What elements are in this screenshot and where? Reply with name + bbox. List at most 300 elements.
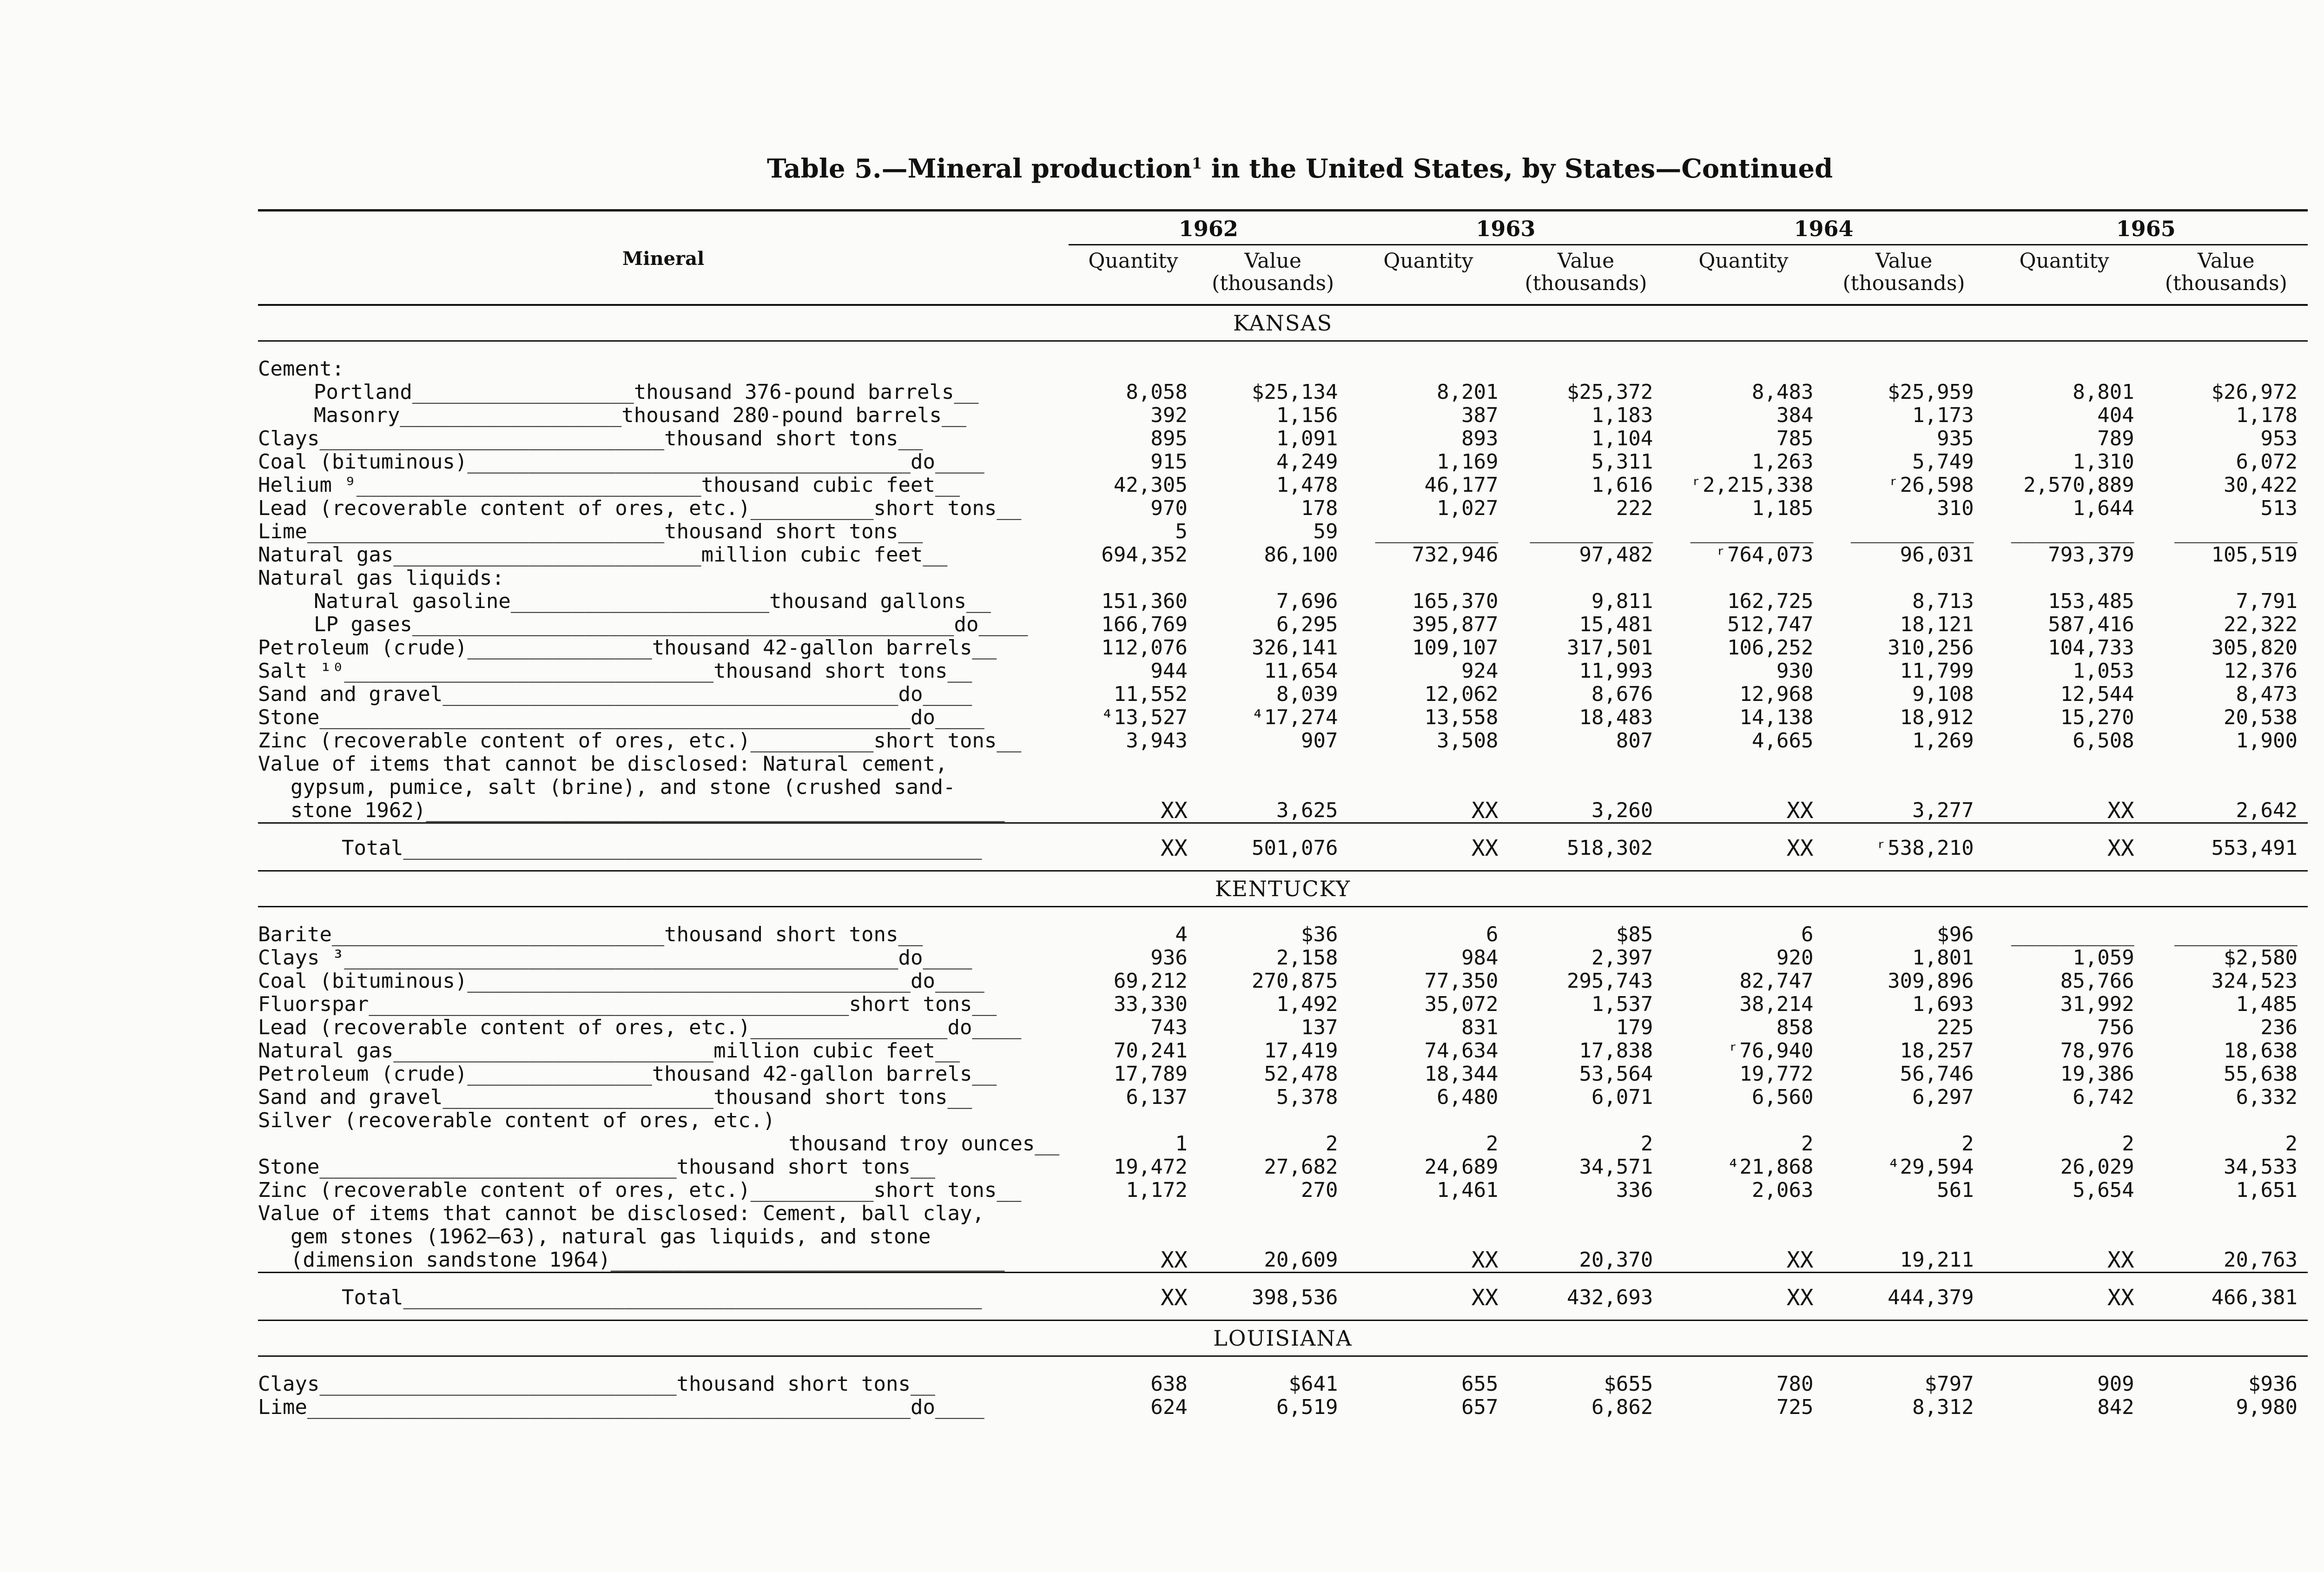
quantity-cell: 5 (1175, 520, 1188, 543)
quantity-cell (1348, 1225, 1508, 1248)
mineral-label: Barite___________________________thousand short tons__ (258, 923, 923, 946)
value-cell: $96 (1937, 923, 1974, 946)
value-cell (1198, 1202, 1348, 1225)
value-cell: 2 (2285, 1132, 2298, 1156)
quantity-cell: XX (1984, 1273, 2145, 1317)
value-header-1962 (1198, 245, 1348, 304)
value-cell: 34,571 (1579, 1155, 1653, 1179)
quantity-cell: XX (1161, 1247, 1188, 1273)
quantity-cell (1984, 357, 2145, 381)
value-cell: 30,422 (2224, 473, 2298, 497)
value-cell: 2,158 (1276, 946, 1338, 970)
quantity-cell: 655 (1461, 1372, 1499, 1396)
quantity-cell (1984, 1225, 2145, 1248)
table-row (258, 1225, 2308, 1248)
value-cell (1198, 753, 1348, 776)
value-cell: 6,295 (1276, 613, 1338, 636)
year-header-1964: 1964 (1663, 211, 1984, 245)
mineral-label: Clays_____________________________thousand short tons__ (258, 1372, 935, 1396)
quantity-cell: 2,570,889 (2023, 473, 2134, 497)
value-cell: 317,501 (1566, 636, 1653, 660)
value-cell (1824, 567, 1984, 590)
value-cell: 12,376 (2224, 659, 2298, 683)
value-cell: $36 (1301, 923, 1338, 946)
mineral-label: Helium ⁹____________________________thousand cubic feet__ (258, 473, 960, 497)
mineral-label: Zinc (recoverable content of ores, etc.)__________short tons__ (258, 1178, 1022, 1202)
table-row (258, 427, 2308, 450)
value-cell: 225 (1937, 1016, 1974, 1039)
quantity-cell: 166,769 (1101, 613, 1188, 636)
quantity-cell: 33,330 (1113, 992, 1188, 1016)
quantity-cell (1663, 567, 1823, 590)
value-cell: 3,260 (1591, 799, 1653, 822)
table-row (258, 706, 2308, 729)
mineral-label: gypsum, pumice, salt (brine), and stone (crushed sand- (290, 775, 956, 799)
mineral-label: Sand and gravel______________________thousand short tons__ (258, 1085, 972, 1109)
quantity-cell (1348, 776, 1508, 799)
table-row (258, 683, 2308, 706)
quantity-cell: 1,461 (1437, 1178, 1499, 1202)
value-cell: 22,322 (2224, 613, 2298, 636)
year-header-1962: 1962 (1069, 211, 1348, 245)
value-cell: 1,537 (1591, 992, 1653, 1016)
quantity-cell: XX (1663, 823, 1823, 868)
value-cell: 309,896 (1888, 969, 1974, 993)
quantity-cell: 12,062 (1424, 682, 1499, 706)
quantity-cell (1663, 1109, 1823, 1132)
value-cell: $655 (1604, 1372, 1653, 1396)
value-cell: 1,269 (1912, 729, 1974, 753)
value-cell: 466,381 (2145, 1273, 2308, 1317)
table-row (258, 613, 2308, 636)
quantity-cell: 109,107 (1412, 636, 1499, 660)
value-cell: __________ (2174, 923, 2298, 946)
table-row (258, 753, 2308, 776)
value-cell (1198, 357, 1348, 381)
value-header-line2: (thousands) (1842, 271, 1965, 295)
mineral-label: Natural gas_________________________million cubic feet__ (258, 543, 948, 567)
quantity-cell (1069, 357, 1198, 381)
value-cell (2145, 1202, 2308, 1225)
mineral-label: Salt ¹⁰______________________________thousand short tons__ (258, 659, 972, 683)
quantity-cell: 19,472 (1113, 1155, 1188, 1179)
value-cell: 8,473 (2236, 682, 2298, 706)
value-cell: 1,183 (1591, 403, 1653, 427)
quantity-cell: 893 (1461, 427, 1499, 450)
total-label: Total_______________________________________________ (258, 823, 1069, 868)
section-gap-cell (258, 341, 2308, 358)
quantity-cell: 780 (1776, 1372, 1814, 1396)
value-cell (2145, 776, 2308, 799)
mineral-label: Natural gasoline_____________________thousand gallons__ (314, 589, 991, 613)
value-cell: 1,801 (1912, 946, 1974, 970)
quantity-header-1963: Quantity (1383, 249, 1473, 273)
value-cell: 270,875 (1252, 969, 1338, 993)
quantity-cell: 392 (1150, 403, 1188, 427)
quantity-cell: 694,352 (1101, 543, 1188, 567)
quantity-cell: 4 (1175, 923, 1188, 946)
quantity-cell: ʳ76,940 (1727, 1039, 1814, 1063)
quantity-cell: 69,212 (1113, 969, 1188, 993)
quantity-cell: 24,689 (1424, 1155, 1499, 1179)
quantity-cell: 404 (2097, 403, 2134, 427)
table-row (258, 1396, 2308, 1419)
quantity-cell: 35,072 (1424, 992, 1499, 1016)
quantity-cell: 2,063 (1752, 1178, 1814, 1202)
quantity-cell: 1,644 (2073, 496, 2134, 520)
value-header-line1: Value (1875, 249, 1933, 273)
value-cell: __________ (1530, 520, 1653, 543)
value-cell: 7,791 (2236, 589, 2298, 613)
value-cell: 935 (1937, 427, 1974, 450)
value-cell: 1,478 (1276, 473, 1338, 497)
quantity-cell: 8,058 (1126, 380, 1188, 404)
value-cell: 20,609 (1264, 1248, 1338, 1272)
quantity-cell: 12,968 (1739, 682, 1814, 706)
quantity-header-1962: Quantity (1088, 249, 1178, 273)
value-cell: 52,478 (1264, 1062, 1338, 1086)
quantity-cell (1069, 567, 1198, 590)
quantity-cell: 732,946 (1412, 543, 1499, 567)
value-cell: __________ (1850, 520, 1974, 543)
value-cell: 19,211 (1900, 1248, 1974, 1272)
quantity-cell: 5,654 (2073, 1178, 2134, 1202)
mineral-label: Value of items that cannot be disclosed: Cement, ball clay, (258, 1202, 984, 1225)
quantity-cell (1984, 753, 2145, 776)
table-row (258, 404, 2308, 427)
quantity-cell: 624 (1150, 1395, 1188, 1419)
quantity-cell: 2 (1486, 1132, 1499, 1156)
section-rule (258, 1317, 2308, 1321)
value-cell: 1,492 (1276, 992, 1338, 1016)
quantity-cell (1069, 1109, 1198, 1132)
value-cell: 222 (1616, 496, 1653, 520)
quantity-cell: 17,789 (1113, 1062, 1188, 1086)
table-title (767, 153, 1833, 184)
value-cell: $85 (1616, 923, 1653, 946)
quantity-cell: 831 (1461, 1016, 1499, 1039)
quantity-cell (1984, 567, 2145, 590)
value-cell: $641 (1288, 1372, 1338, 1396)
value-cell: 6,332 (2236, 1085, 2298, 1109)
quantity-cell: 6,560 (1752, 1085, 1814, 1109)
mineral-label: Lead (recoverable content of ores, etc.)________________do____ (258, 1016, 1022, 1039)
value-cell: 5,378 (1276, 1085, 1338, 1109)
mineral-production-table (258, 209, 2308, 1419)
quantity-cell: ⁴13,527 (1101, 706, 1188, 729)
value-cell: 3,277 (1912, 799, 1974, 822)
value-cell: 27,682 (1264, 1155, 1338, 1179)
quantity-cell: 38,214 (1739, 992, 1814, 1016)
mineral-label: stone 1962)_______________________________________________ (290, 799, 1005, 822)
table-row (258, 1156, 2308, 1179)
value-cell: 6,071 (1591, 1085, 1653, 1109)
table-row (258, 520, 2308, 543)
quantity-cell: 395,877 (1412, 613, 1499, 636)
value-header-1965 (2145, 245, 2308, 304)
quantity-cell: 725 (1776, 1395, 1814, 1419)
value-cell: 5,311 (1591, 450, 1653, 474)
total-row (258, 823, 2308, 868)
quantity-cell (1069, 776, 1198, 799)
table-title-text: Table 5.—Mineral production (767, 153, 1192, 184)
table-row (258, 1039, 2308, 1063)
quantity-cell: 1,172 (1126, 1178, 1188, 1202)
value-cell (1198, 1225, 1348, 1248)
section-gap (258, 907, 2308, 924)
quantity-cell: 106,252 (1727, 636, 1814, 660)
value-cell: __________ (2174, 520, 2298, 543)
mineral-label: Stone________________________________________________do____ (258, 706, 984, 729)
value-cell: 432,693 (1509, 1273, 1664, 1317)
value-cell: 4,249 (1276, 450, 1338, 474)
value-cell: 11,799 (1900, 659, 1974, 683)
mineral-label: (dimension sandstone 1964)________________________________ (290, 1248, 1005, 1272)
value-cell: 8,676 (1591, 682, 1653, 706)
quantity-cell: 970 (1150, 496, 1188, 520)
value-cell: ⁴17,274 (1252, 706, 1338, 729)
quantity-cell: 8,801 (2073, 380, 2134, 404)
quantity-cell: ⁴21,868 (1727, 1155, 1814, 1179)
value-cell: $25,372 (1566, 380, 1653, 404)
value-cell: 310 (1937, 496, 1974, 520)
quantity-cell: 153,485 (2048, 589, 2134, 613)
quantity-cell: 789 (2097, 427, 2134, 450)
value-header-line2: (thousands) (1212, 271, 1334, 295)
quantity-cell: ʳ2,215,338 (1690, 473, 1814, 497)
value-cell: 2 (1961, 1132, 1974, 1156)
value-cell: 1,104 (1591, 427, 1653, 450)
quantity-cell: 14,138 (1739, 706, 1814, 729)
value-cell: 907 (1301, 729, 1338, 753)
quantity-cell: 104,733 (2048, 636, 2134, 660)
value-header-line1: Value (1244, 249, 1301, 273)
quantity-cell (1348, 567, 1508, 590)
value-cell: 1,173 (1912, 403, 1974, 427)
quantity-cell: 512,747 (1727, 613, 1814, 636)
value-cell (1198, 567, 1348, 590)
quantity-cell: 31,992 (2060, 992, 2134, 1016)
value-cell: 2,397 (1591, 946, 1653, 970)
value-cell: 1,156 (1276, 403, 1338, 427)
quantity-cell: 6,480 (1437, 1085, 1499, 1109)
quantity-cell: 6,508 (2073, 729, 2134, 753)
quantity-cell: 12,544 (2060, 682, 2134, 706)
quantity-cell: 74,634 (1424, 1039, 1499, 1063)
section-rule (258, 867, 2308, 871)
quantity-cell: 915 (1150, 450, 1188, 474)
value-cell: 305,820 (2211, 636, 2298, 660)
state-heading: KENTUCKY (258, 871, 2308, 907)
total-label: Total_______________________________________________ (258, 1273, 1069, 1317)
value-cell: 6,519 (1276, 1395, 1338, 1419)
quantity-cell: 936 (1150, 946, 1188, 970)
quantity-cell: 70,241 (1113, 1039, 1188, 1063)
table-row (258, 1016, 2308, 1039)
quantity-cell: 895 (1150, 427, 1188, 450)
value-cell: 53,564 (1579, 1062, 1653, 1086)
quantity-cell: 756 (2097, 1016, 2134, 1039)
quantity-cell: 944 (1150, 659, 1188, 683)
value-cell: 561 (1937, 1178, 1974, 1202)
value-cell: 8,713 (1912, 589, 1974, 613)
quantity-cell (1663, 776, 1823, 799)
quantity-cell: 1,310 (2073, 450, 2134, 474)
value-cell: 7,696 (1276, 589, 1338, 613)
value-cell: 17,419 (1264, 1039, 1338, 1063)
quantity-cell: 6,137 (1126, 1085, 1188, 1109)
value-cell: $797 (1924, 1372, 1974, 1396)
value-cell (2145, 1225, 2308, 1248)
table-row (258, 590, 2308, 613)
value-cell (1509, 1225, 1664, 1248)
table-row (258, 1063, 2308, 1086)
value-cell: 6,862 (1591, 1395, 1653, 1419)
quantity-cell: 1,053 (2073, 659, 2134, 683)
mineral-label: Clays ³_____________________________________________do____ (258, 946, 972, 970)
quantity-cell (1069, 1225, 1198, 1248)
mineral-label: Petroleum (crude)_______________thousand 42-gallon barrels__ (258, 636, 997, 660)
value-cell: 270 (1301, 1178, 1338, 1202)
value-cell (1509, 1202, 1664, 1225)
title-footnote: 1 (1191, 154, 1202, 172)
value-cell (1509, 357, 1664, 381)
value-cell: 2 (1325, 1132, 1338, 1156)
value-cell: 398,536 (1198, 1273, 1348, 1317)
quantity-cell: 657 (1461, 1395, 1499, 1419)
value-cell: 18,257 (1900, 1039, 1974, 1063)
value-cell: 1,485 (2236, 992, 2298, 1016)
mineral-label: Petroleum (crude)_______________thousand 42-gallon barrels__ (258, 1062, 997, 1086)
total-row (258, 1273, 2308, 1317)
table-row (258, 357, 2308, 381)
value-cell (1198, 1109, 1348, 1132)
state-heading-row (258, 871, 2308, 907)
value-cell: 336 (1616, 1178, 1653, 1202)
value-cell: 96,031 (1900, 543, 1974, 567)
mineral-label: thousand troy ounces__ (788, 1132, 1060, 1156)
quantity-cell: 1,059 (2073, 946, 2134, 970)
value-header-1963 (1509, 245, 1664, 304)
quantity-cell: 15,270 (2060, 706, 2134, 729)
quantity-cell: 165,370 (1412, 589, 1499, 613)
state-heading: LOUISIANA (258, 1321, 2308, 1356)
quantity-cell (1663, 1225, 1823, 1248)
state-heading: KANSAS (258, 305, 2308, 341)
value-cell: 3,625 (1276, 799, 1338, 822)
quantity-cell: 930 (1776, 659, 1814, 683)
quantity-cell: 4,665 (1752, 729, 1814, 753)
value-cell: 18,912 (1900, 706, 1974, 729)
value-cell: 179 (1616, 1016, 1653, 1039)
quantity-cell: 842 (2097, 1395, 2134, 1419)
value-cell: 6,072 (2236, 450, 2298, 474)
mineral-column-header: Mineral (258, 211, 1069, 304)
value-cell: 8,039 (1276, 682, 1338, 706)
quantity-cell: XX (1663, 1273, 1823, 1317)
value-cell: 236 (2260, 1016, 2298, 1039)
quantity-cell: 19,386 (2060, 1062, 2134, 1086)
quantity-cell: 77,350 (1424, 969, 1499, 993)
mineral-label: Coal (bituminous)____________________________________do____ (258, 969, 984, 993)
value-cell: 18,121 (1900, 613, 1974, 636)
quantity-cell (1069, 753, 1198, 776)
mineral-label: Clays____________________________thousand short tons__ (258, 427, 923, 450)
quantity-cell: 785 (1776, 427, 1814, 450)
table-row (258, 381, 2308, 404)
table-header (258, 211, 2308, 305)
quantity-cell: 46,177 (1424, 473, 1499, 497)
value-cell: 15,481 (1579, 613, 1653, 636)
table-row (258, 1179, 2308, 1202)
mineral-label: Portland__________________thousand 376-pound barrels__ (314, 380, 979, 404)
quantity-cell: 8,201 (1437, 380, 1499, 404)
value-cell: 20,370 (1579, 1248, 1653, 1272)
value-cell: 953 (2260, 427, 2298, 450)
mineral-label: Value of items that cannot be disclosed: Natural cement, (258, 752, 948, 776)
quantity-cell: 984 (1461, 946, 1499, 970)
quantity-cell: XX (1348, 1273, 1508, 1317)
table-row (258, 543, 2308, 567)
value-cell (1824, 1225, 1984, 1248)
quantity-cell: XX (1069, 823, 1198, 868)
value-cell (2145, 567, 2308, 590)
mineral-label: Silver (recoverable content of ores, etc.) (258, 1109, 775, 1132)
quantity-cell: XX (1786, 798, 1814, 824)
value-cell: 18,638 (2224, 1039, 2298, 1063)
table-row (258, 636, 2308, 660)
table-row (258, 450, 2308, 474)
quantity-cell: 1,169 (1437, 450, 1499, 474)
value-cell (1509, 776, 1664, 799)
quantity-cell: 112,076 (1101, 636, 1188, 660)
quantity-cell: 162,725 (1727, 589, 1814, 613)
quantity-cell: XX (1161, 798, 1188, 824)
table-row (258, 776, 2308, 799)
value-cell: 1,178 (2236, 403, 2298, 427)
table-row (258, 1248, 2308, 1273)
value-cell: ⁴29,594 (1888, 1155, 1974, 1179)
value-cell: 513 (2260, 496, 2298, 520)
section-end-rule (258, 1317, 2308, 1321)
quantity-cell: 920 (1776, 946, 1814, 970)
value-cell: $2,580 (2224, 946, 2298, 970)
quantity-cell (1663, 1202, 1823, 1225)
quantity-cell: XX (1984, 823, 2145, 868)
value-cell: 1,091 (1276, 427, 1338, 450)
value-cell: 324,523 (2211, 969, 2298, 993)
value-cell: 8,312 (1912, 1395, 1974, 1419)
value-cell: 59 (1313, 520, 1338, 543)
value-header-line2: (thousands) (1525, 271, 1647, 295)
quantity-cell (1348, 357, 1508, 381)
value-cell: 2,642 (2236, 799, 2298, 822)
quantity-cell: ʳ764,073 (1715, 543, 1814, 567)
value-cell: 9,980 (2236, 1395, 2298, 1419)
value-cell (1198, 776, 1348, 799)
quantity-cell: 3,508 (1437, 729, 1499, 753)
table-row (258, 660, 2308, 683)
value-cell: $936 (2248, 1372, 2298, 1396)
value-cell (1509, 753, 1664, 776)
mineral-label: Lime_____________________________thousand short tons__ (258, 520, 923, 543)
value-header-1964 (1824, 245, 1984, 304)
quantity-cell: 638 (1150, 1372, 1188, 1396)
value-cell (1824, 753, 1984, 776)
mineral-label: Natural gas liquids: (258, 566, 504, 590)
year-header-1965: 1965 (1984, 211, 2308, 245)
value-cell: 86,100 (1264, 543, 1338, 567)
